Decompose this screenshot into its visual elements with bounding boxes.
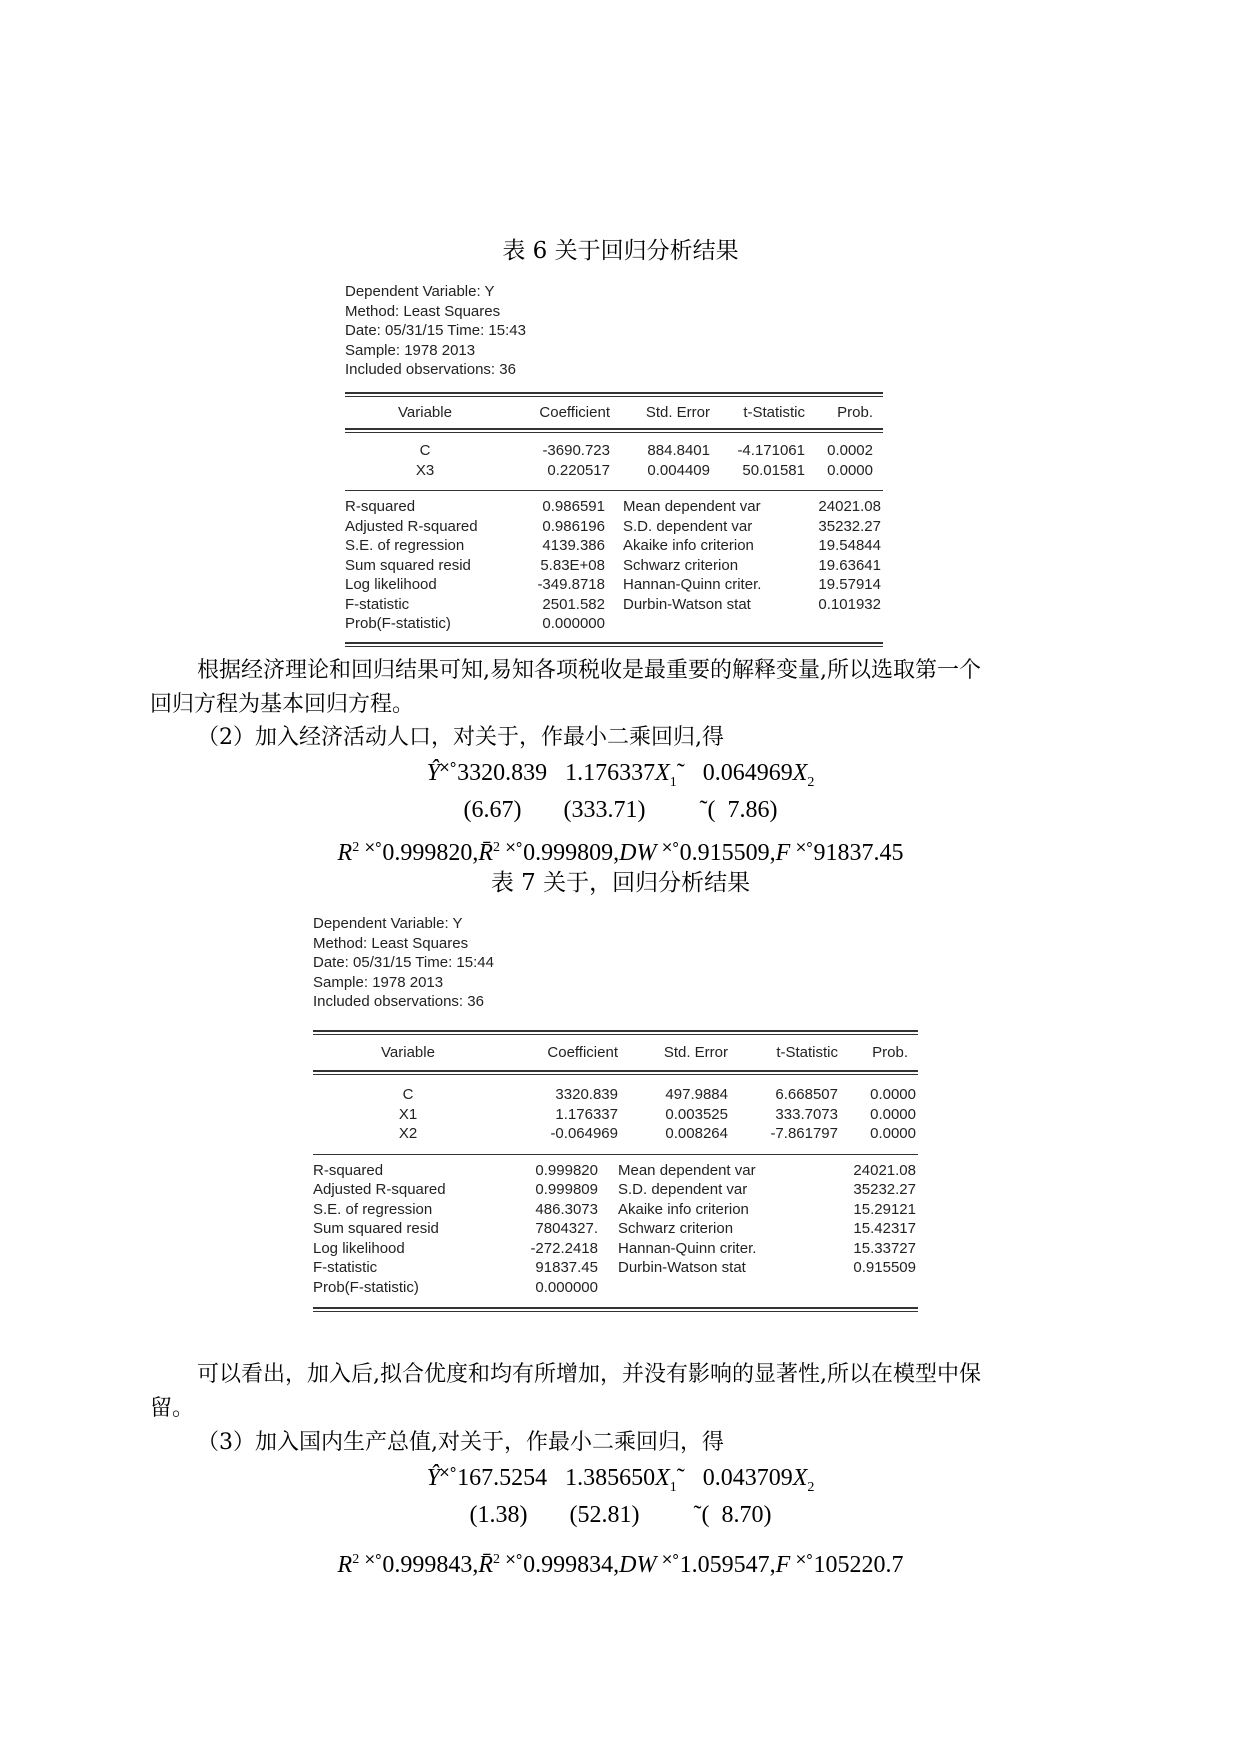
cell: Hannan-Quinn criter. bbox=[623, 576, 762, 593]
paragraph-line: （3）加入国内生产总值,对关于，作最小二乘回归，得 bbox=[197, 1430, 724, 1455]
rule bbox=[313, 1030, 918, 1035]
col-header: Prob. bbox=[872, 1043, 908, 1061]
cell: 0.915509 bbox=[853, 1259, 916, 1276]
cell: 5.83E+08 bbox=[540, 556, 605, 574]
equation-stats bbox=[0, 831, 1241, 870]
cell: 333.7073 bbox=[775, 1105, 838, 1123]
table7-output bbox=[313, 914, 918, 1312]
stat-row bbox=[313, 1278, 918, 1298]
cell: 0.999809 bbox=[535, 1181, 598, 1198]
eq-sup: 2 bbox=[493, 840, 501, 855]
eq-sub: 1 bbox=[669, 774, 677, 790]
cell bbox=[795, 614, 883, 634]
header-line: Date: 05/31/15 Time: 15:43 bbox=[345, 322, 526, 339]
cell: C bbox=[419, 442, 431, 459]
eq-term: 0.064969 bbox=[702, 760, 793, 786]
cell: Schwarz criterion bbox=[618, 1220, 734, 1237]
cell: 91837.45 bbox=[535, 1259, 598, 1276]
cell: 1.176337 bbox=[555, 1105, 618, 1123]
cell: F-statistic bbox=[345, 595, 410, 613]
cell: Akaike info criterion bbox=[618, 1200, 749, 1218]
stat-row bbox=[313, 1239, 918, 1259]
cell: 0.0000 bbox=[870, 1105, 916, 1123]
eq-var: DW bbox=[619, 1552, 657, 1578]
rule bbox=[345, 490, 883, 491]
y-hat: Ŷ bbox=[426, 1465, 440, 1491]
cell: -3690.723 bbox=[542, 442, 610, 459]
stat-row bbox=[313, 1200, 918, 1220]
rule bbox=[345, 392, 883, 397]
eq-term: ˟˚0.999834, bbox=[506, 1552, 620, 1578]
header-line: Included observations: 36 bbox=[313, 993, 484, 1010]
table-row bbox=[313, 1105, 918, 1125]
eq-var: X bbox=[792, 760, 808, 786]
eq-var: DW bbox=[619, 840, 657, 866]
cell: Adjusted R-squared bbox=[345, 517, 478, 535]
col-header: Variable bbox=[398, 403, 452, 421]
cell: 497.9884 bbox=[665, 1086, 728, 1103]
coef-rows bbox=[313, 1085, 918, 1144]
cell: 0.003525 bbox=[665, 1105, 728, 1123]
cell: Sum squared resid bbox=[345, 556, 471, 574]
cell: Prob(F-statistic) bbox=[313, 1278, 419, 1296]
eq-term: 1.385650 bbox=[565, 1465, 656, 1491]
cell: X1 bbox=[398, 1105, 418, 1123]
stat-row bbox=[345, 497, 883, 517]
cell: 0.008264 bbox=[665, 1125, 728, 1142]
cell: Prob(F-statistic) bbox=[345, 615, 451, 632]
cell: 884.8401 bbox=[647, 442, 710, 459]
cell: Log likelihood bbox=[313, 1239, 405, 1257]
header-line: Sample: 1978 2013 bbox=[313, 973, 444, 991]
eq-sup: 2 bbox=[493, 1552, 501, 1567]
cell: Log likelihood bbox=[345, 576, 437, 593]
paragraph-line: 留。 bbox=[150, 1396, 195, 1421]
eq-var: R bbox=[337, 1552, 353, 1578]
table-row bbox=[313, 1124, 918, 1144]
table7-caption: 表 7 关于，回归分析结果 bbox=[490, 870, 751, 896]
paragraph-line: 可以看出，加入后,拟合优度和均有所增加，并没有影响的显著性,所以在模型中保 bbox=[197, 1362, 981, 1387]
cell: 15.33727 bbox=[853, 1239, 916, 1257]
cell: -0.064969 bbox=[550, 1125, 618, 1142]
eq-term: ˟˚0.915509, bbox=[662, 840, 776, 866]
cell: 0.101932 bbox=[818, 595, 881, 613]
cell: 19.57914 bbox=[818, 576, 881, 593]
cell: 0.0000 bbox=[827, 461, 873, 479]
equation-stats bbox=[0, 1543, 1241, 1582]
eq-term: ˜ bbox=[676, 760, 685, 786]
cell: 0.0000 bbox=[870, 1086, 916, 1103]
stat-row bbox=[345, 556, 883, 576]
col-header: t-Statistic bbox=[743, 403, 805, 421]
eq-sub: 2 bbox=[807, 774, 815, 790]
cell bbox=[605, 614, 795, 634]
eq-term: (333.71) bbox=[563, 797, 646, 823]
header-line: Dependent Variable: Y bbox=[345, 283, 495, 300]
cell: -7.861797 bbox=[770, 1125, 838, 1142]
table-row bbox=[345, 461, 883, 481]
cell: 0.220517 bbox=[547, 461, 610, 479]
rule bbox=[313, 1154, 918, 1155]
eq-var: X bbox=[655, 1465, 670, 1491]
rule bbox=[313, 1070, 918, 1075]
equation-tstats bbox=[0, 1498, 1241, 1532]
col-header: t-Statistic bbox=[776, 1043, 838, 1061]
col-header: Variable bbox=[381, 1043, 435, 1061]
eq-var: X bbox=[655, 760, 670, 786]
cell: -349.8718 bbox=[537, 576, 605, 593]
eq-term: ˜( bbox=[693, 1502, 710, 1528]
col-header: Coefficient bbox=[547, 1043, 618, 1061]
cell: C bbox=[402, 1086, 414, 1103]
cell: 0.004409 bbox=[647, 461, 710, 479]
eq-term: 1.176337 bbox=[565, 760, 656, 786]
cell: 19.54844 bbox=[818, 537, 881, 554]
eq-term: (52.81) bbox=[569, 1502, 640, 1528]
stat-row bbox=[313, 1161, 918, 1181]
eq-term: ˟˚91837.45 bbox=[796, 840, 904, 866]
cell: 50.01581 bbox=[742, 461, 805, 479]
cell: Mean dependent var bbox=[618, 1161, 756, 1179]
eq-var: X bbox=[792, 1465, 808, 1491]
eq-term: ˟˚3320.839 bbox=[439, 760, 548, 786]
cell: 24021.08 bbox=[853, 1161, 916, 1179]
stat-row bbox=[313, 1258, 918, 1278]
stat-row bbox=[313, 1219, 918, 1239]
cell: 0.999820 bbox=[535, 1161, 598, 1179]
stat-row bbox=[345, 614, 883, 634]
table7-header bbox=[313, 914, 918, 1012]
cell: 35232.27 bbox=[818, 517, 881, 535]
cell: S.D. dependent var bbox=[623, 517, 753, 535]
eq-sup: 2 bbox=[352, 840, 360, 855]
stat-row bbox=[345, 595, 883, 615]
cell: 0.000000 bbox=[535, 1278, 598, 1296]
cell: Hannan-Quinn criter. bbox=[618, 1239, 757, 1257]
eq-term: ˟˚105220.7 bbox=[796, 1552, 904, 1578]
cell: 4139.386 bbox=[542, 537, 605, 554]
cell: 3320.839 bbox=[555, 1086, 618, 1103]
cell: 2501.582 bbox=[542, 595, 605, 613]
stat-row bbox=[345, 517, 883, 537]
cell: -4.171061 bbox=[737, 442, 805, 459]
eq-var: R̄ bbox=[478, 1552, 494, 1578]
cell: Durbin-Watson stat bbox=[618, 1259, 746, 1276]
cell: S.E. of regression bbox=[345, 537, 465, 554]
eq-var: R bbox=[337, 840, 353, 866]
cell: Sum squared resid bbox=[313, 1220, 439, 1237]
eq-term: ˜ bbox=[676, 1465, 685, 1491]
cell: X3 bbox=[415, 461, 435, 479]
cell: Akaike info criterion bbox=[623, 537, 754, 554]
eq-var: F bbox=[775, 840, 791, 866]
cell: 35232.27 bbox=[853, 1181, 916, 1198]
cell: Schwarz criterion bbox=[623, 556, 739, 574]
coef-rows bbox=[345, 441, 883, 480]
cell: 15.42317 bbox=[853, 1220, 916, 1237]
header-line: Date: 05/31/15 Time: 15:44 bbox=[313, 954, 494, 971]
equation-tstats bbox=[0, 793, 1241, 827]
header-line: Method: Least Squares bbox=[345, 302, 501, 320]
eq-term: (1.38) bbox=[469, 1502, 528, 1528]
eq-sub: 2 bbox=[807, 1479, 815, 1495]
stats-rows bbox=[313, 1161, 918, 1298]
cell: Mean dependent var bbox=[623, 498, 761, 515]
table-row bbox=[313, 1085, 918, 1105]
table6-caption: 表 6 关于回归分析结果 bbox=[502, 238, 739, 264]
stat-row bbox=[345, 575, 883, 595]
stats-rows bbox=[345, 497, 883, 634]
cell bbox=[823, 1278, 918, 1298]
header-line: Dependent Variable: Y bbox=[313, 915, 463, 932]
cell: F-statistic bbox=[313, 1259, 378, 1276]
eq-sup: 2 bbox=[352, 1552, 360, 1567]
cell: 0.0000 bbox=[870, 1125, 916, 1142]
eq-term: (6.67) bbox=[463, 797, 522, 823]
column-headers bbox=[313, 1043, 918, 1063]
cell: 24021.08 bbox=[818, 498, 881, 515]
cell: 7804327. bbox=[535, 1220, 598, 1237]
column-headers bbox=[345, 403, 883, 423]
y-hat: Ŷ bbox=[426, 760, 440, 786]
cell: R-squared bbox=[313, 1161, 384, 1179]
eq-term: 0.043709 bbox=[702, 1465, 793, 1491]
table-row bbox=[345, 441, 883, 461]
col-header: Std. Error bbox=[645, 403, 710, 421]
cell: -272.2418 bbox=[530, 1239, 598, 1257]
cell: Adjusted R-squared bbox=[313, 1181, 446, 1198]
table6-header bbox=[345, 282, 883, 380]
eq-term: 8.70) bbox=[721, 1502, 772, 1528]
cell: 6.668507 bbox=[775, 1086, 838, 1103]
cell bbox=[598, 1278, 823, 1298]
cell: 0.986591 bbox=[542, 498, 605, 515]
header-line: Included observations: 36 bbox=[345, 361, 516, 378]
cell: R-squared bbox=[345, 498, 416, 515]
cell: X2 bbox=[398, 1125, 418, 1142]
col-header: Std. Error bbox=[663, 1043, 728, 1061]
eq-term: 7.86) bbox=[727, 797, 778, 823]
eq-term: ˜( bbox=[699, 797, 716, 823]
stat-row bbox=[313, 1180, 918, 1200]
col-header: Coefficient bbox=[539, 403, 610, 421]
stat-row bbox=[345, 536, 883, 556]
eq-var: R̄ bbox=[478, 840, 494, 866]
eq-term: ˟˚0.999809, bbox=[506, 840, 620, 866]
cell: 0.000000 bbox=[542, 615, 605, 632]
eq-term: ˟˚0.999843, bbox=[365, 1552, 479, 1578]
cell: 0.986196 bbox=[542, 517, 605, 535]
table6-output bbox=[345, 282, 883, 647]
col-header: Prob. bbox=[837, 403, 873, 421]
header-line: Method: Least Squares bbox=[313, 934, 469, 952]
eq-var: F bbox=[775, 1552, 791, 1578]
cell: Durbin-Watson stat bbox=[623, 595, 751, 613]
cell: 19.63641 bbox=[818, 556, 881, 574]
paragraph-line: （2）加入经济活动人口，对关于，作最小二乘回归,得 bbox=[197, 725, 724, 750]
eq-sub: 1 bbox=[669, 1479, 677, 1495]
paragraph-line: 根据经济理论和回归结果可知,易知各项税收是最重要的解释变量,所以选取第一个 bbox=[197, 658, 981, 683]
rule bbox=[313, 1307, 918, 1312]
eq-term: ˟˚167.5254 bbox=[439, 1465, 548, 1491]
header-line: Sample: 1978 2013 bbox=[345, 341, 476, 359]
cell: S.D. dependent var bbox=[618, 1181, 748, 1198]
cell: 486.3073 bbox=[535, 1200, 598, 1218]
eq-term: ˟˚1.059547, bbox=[662, 1552, 776, 1578]
cell: 15.29121 bbox=[853, 1200, 916, 1218]
rule bbox=[345, 428, 883, 433]
paragraph-line: 回归方程为基本回归方程。 bbox=[150, 692, 415, 717]
eq-term: ˟˚0.999820, bbox=[365, 840, 479, 866]
cell: 0.0002 bbox=[827, 442, 873, 459]
cell: S.E. of regression bbox=[313, 1200, 433, 1218]
rule bbox=[345, 642, 883, 647]
